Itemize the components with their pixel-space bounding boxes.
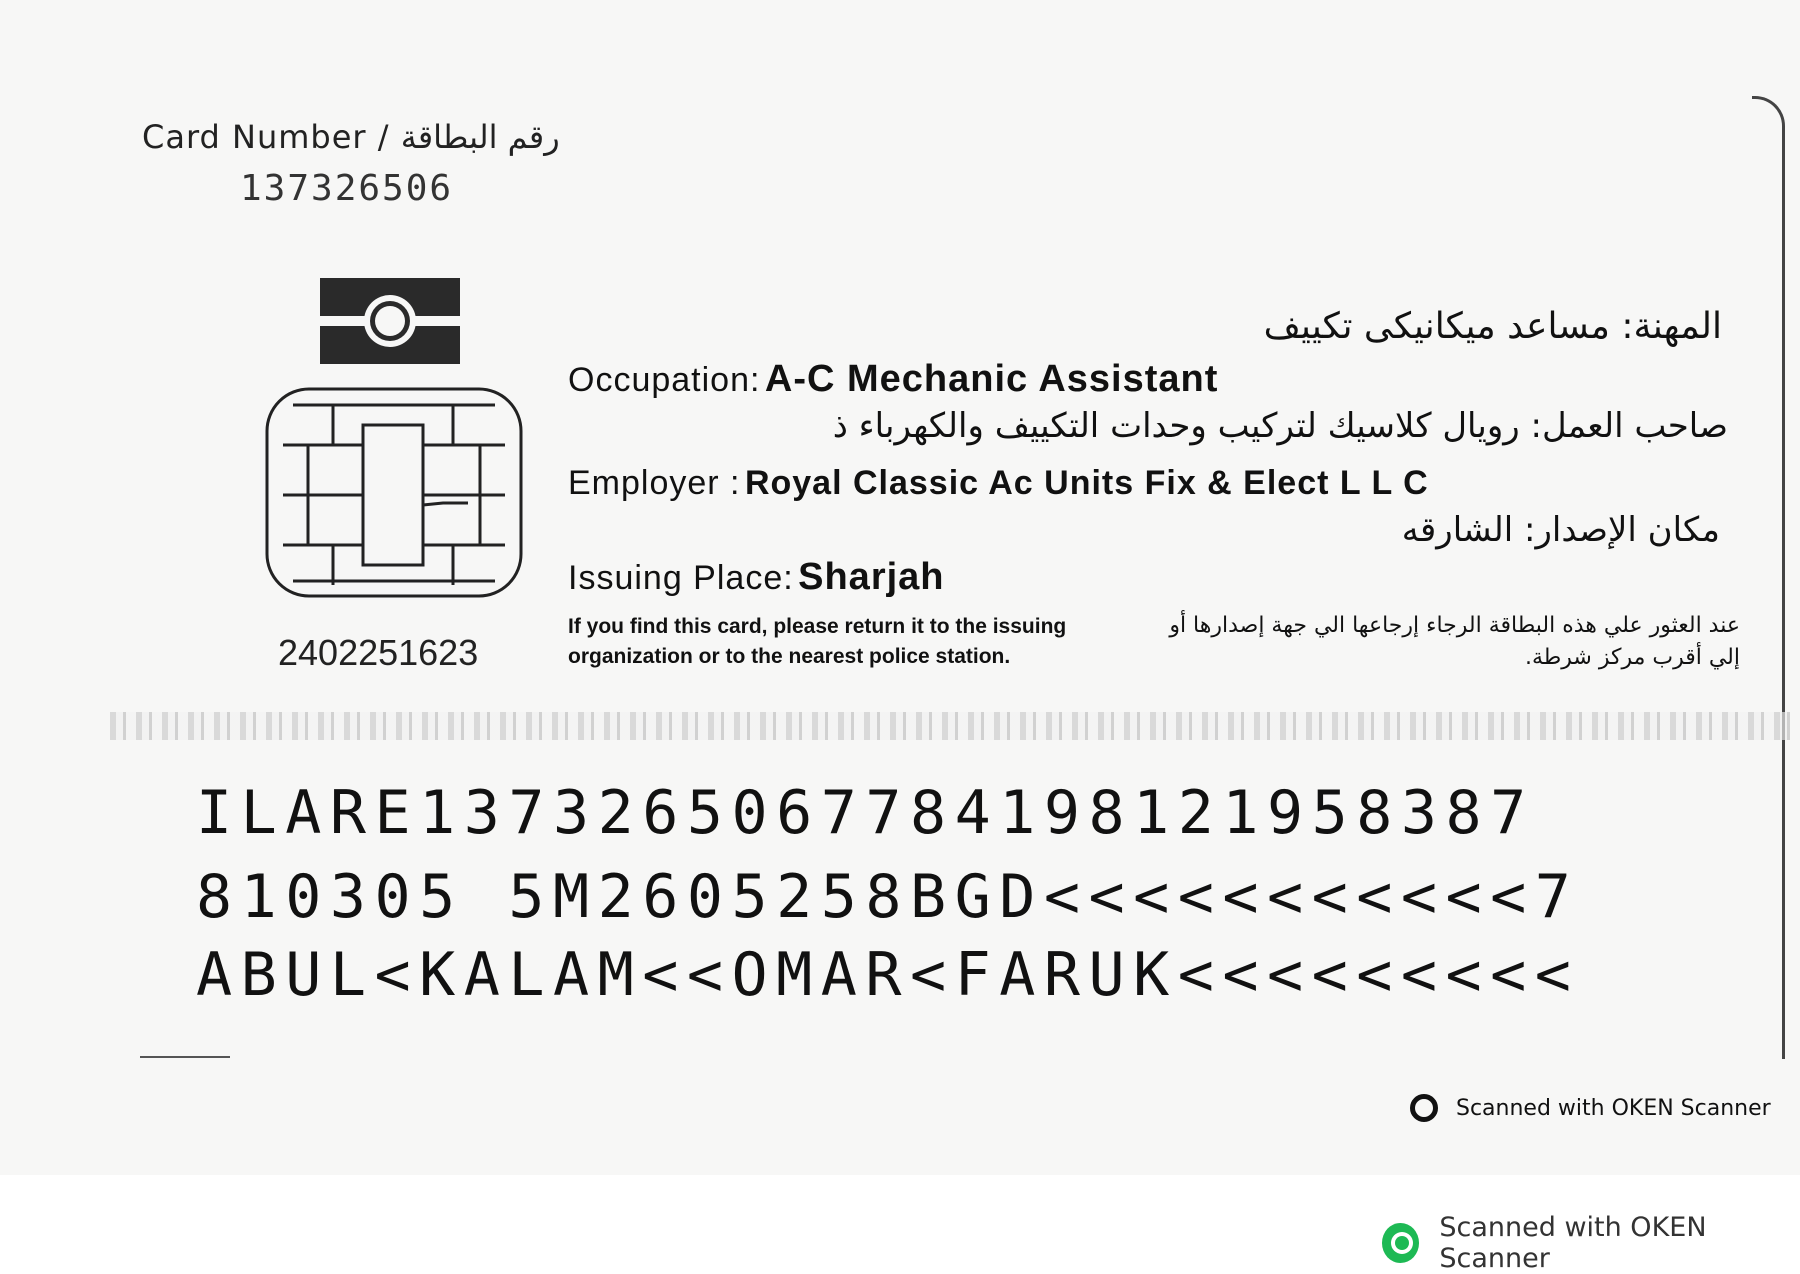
employer-label: Employer : <box>568 464 741 502</box>
scanner-watermark-inner-text: Scanned with OKEN Scanner <box>1456 1095 1771 1121</box>
employer-line <box>568 464 1429 503</box>
employer-arabic: صاحب العمل: رويال كلاسيك لتركيب وحدات التكييف والكهرباء ذ <box>832 406 1728 446</box>
employer-value: Royal Classic Ac Units Fix & Elect L L C <box>744 464 1429 502</box>
smart-chip-icon <box>263 385 525 600</box>
scanner-watermark-outer-text: Scanned with OKEN Scanner <box>1439 1212 1707 1274</box>
occupation-label: Occupation: <box>568 361 761 399</box>
issuing-place-arabic: مكان الإصدار: الشارقه <box>1401 510 1720 550</box>
oken-logo-icon <box>1410 1094 1438 1122</box>
oken-logo-icon <box>1382 1223 1419 1263</box>
flag-emblem-icon <box>320 278 460 364</box>
mrz-line-3: ABUL<KALAM<<OMAR<FARUK<<<<<<<<< <box>196 940 1580 1010</box>
card-edge <box>1752 96 1785 1059</box>
scanner-watermark-outer <box>1382 1212 1800 1274</box>
mrz-line-1: ILARE1373265067784198121958387 <box>196 778 1535 848</box>
card-number-label: Card Number / رقم البطاقة <box>142 118 560 156</box>
occupation-value: A-C Mechanic Assistant <box>764 358 1219 400</box>
scan-noise-band <box>110 712 1790 740</box>
scanner-watermark-inner <box>1410 1094 1771 1122</box>
occupation-arabic: المهنة: مساعد ميكانيكى تكييف <box>1263 306 1722 347</box>
occupation-line <box>568 358 1218 401</box>
issuing-place-label: Issuing Place: <box>568 559 794 597</box>
card-number-value: 137326506 <box>240 168 454 209</box>
issuing-place-line <box>568 556 945 599</box>
return-notice-english: If you find this card, please return it to the issuing organization or to the nearest police station. <box>568 615 1067 668</box>
return-notice-arabic: عند العثور علي هذه البطاقة الرجاء إرجاعها الي جهة إصدارها أو إلي أقرب مركز شرطة. <box>1169 613 1740 670</box>
mrz-line-2: 810305 5M2605258BGD<<<<<<<<<<<7 <box>196 862 1580 932</box>
chip-serial-number: 2402251623 <box>278 632 479 673</box>
issuing-place-value: Sharjah <box>798 556 945 598</box>
divider <box>140 1056 230 1058</box>
